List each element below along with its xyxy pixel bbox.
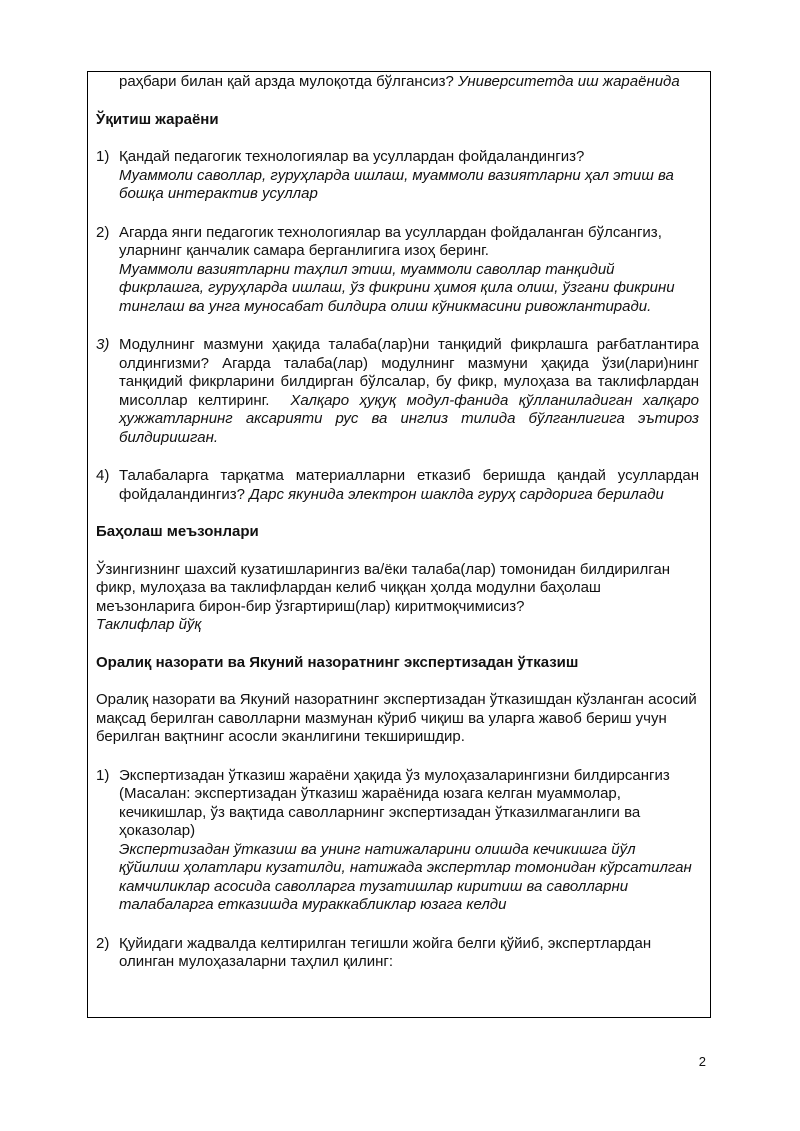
assessment-text: Ўзингизнинг шахсий кузатишларингиз ва/ёки талаба(лар) томонидан билдирилган фикр, мулоҳаза ва таклифлардан келиб чиққан ҳолда модулни баҳолаш меъзонларига бирон-бир ўзгартириш(лар) киритмоқчимисиз? (96, 560, 670, 615)
teaching-item-4 (96, 467, 699, 504)
item-answer: Муаммоли вазиятларни таҳлил этиш, муаммоли саволлар танқидий фикрлашга, гуруҳларда ишлаш, ўз фикрини ҳимоя қила олиш, ўзгани фикрини тинглаш ва унга муносабат билдира олиш кўникмасини ривожлантиради. (119, 260, 675, 315)
assessment-answer: Таклифлар йўқ (96, 616, 202, 633)
expertise-intro: Оралиқ назорати ва Якуний назоратнинг экспертизадан ўтказишдан кўзланган асосий мақсад берилган саволларни мазмунан кўриб чиқиш ва уларга жавоб бериш учун берилган вақтнинг асосли эканлигини текширишдир. (96, 691, 697, 745)
item-question-with-answer (119, 336, 699, 447)
expertise-item-1 (96, 767, 699, 915)
expertise-heading: Оралиқ назорати ва Якуний назоратнинг экспертизадан ўтказиш (96, 653, 579, 671)
item-number: 1) (96, 148, 110, 165)
expertise-item-2 (96, 935, 699, 972)
item-question-with-answer (119, 467, 699, 504)
item-answer: Дарс якунида электрон шаклда гуруҳ сардорига берилади (249, 485, 664, 503)
teaching-item-1 (96, 148, 699, 204)
item-number: 2) (96, 934, 110, 952)
item-question: Агарда янги педагогик технологиялар ва усуллардан фойдаланган бўлсангиз, уларнинг қанчалик самара берганлигига изоҳ беринг. (119, 223, 662, 259)
item-question: Қуйидаги жадвалда келтирилган тегишли жойга белги қўйиб, экспертлардан олинган мулоҳазаларни таҳлил қилинг: (119, 934, 652, 970)
item-number: 2) (96, 223, 110, 241)
item-answer: Экспертизадан ўтказиш ва унинг натижаларини олишда кечикишга йўл қўйилиш ҳолатлари кузатилди, натижада экспертлар томонидан кўрсатилган камчиликлар асосида саволларга тузатишлар киритиш ва саволларни талабаларга етказишда мураккабликлар юзага келди (119, 840, 692, 913)
item-number: 3) (96, 336, 110, 353)
assessment-heading: Баҳолаш меъзонлари (96, 523, 259, 540)
item-question: Қандай педагогик технологиялар ва усуллардан фойдаландингиз? (119, 148, 585, 165)
intro-answer: Университетда иш жараёнида (457, 73, 680, 90)
item-number: 1) (96, 766, 110, 784)
item-answer: Муаммоли саволлар, гуруҳларда ишлаш, муаммоли вазиятларни ҳал этиш ва бошқа интерактив усуллар (119, 166, 674, 202)
item-answer: Халқаро ҳуқуқ модул-фанида қўлланиладиган халқаро ҳужжатларнинг аксарияти рус ва инглиз тилида бўлганлигига эътироз билдиришган. (119, 391, 700, 446)
teaching-item-2 (96, 224, 699, 317)
intro-text: раҳбари билан қай арзда мулоқотда бўлгансиз? (119, 73, 454, 90)
page-number: 2 (698, 1054, 706, 1069)
teaching-heading: Ўқитиш жараёни (96, 110, 219, 128)
document-body (96, 73, 699, 972)
item-question: Модулнинг мазмуни ҳақида талаба(лар)ни танқидий фикрлашга рағбатлантира олдингизми? Агарда талаба(лар) модулнинг мазмуни ҳақида ўзи(лари)нинг танқидий фикрларини билдирган бўлсалар, бу фикр, мулоҳаза ва таклифлардан мисоллар келтиринг. (119, 336, 699, 409)
item-question: Талабаларга тарқатма материалларни етказиб беришда қандай усуллардан фойдаландингиз? (119, 467, 699, 503)
teaching-item-3 (96, 336, 699, 447)
item-question: Экспертизадан ўтказиш жараёни ҳақида ўз мулоҳазаларингизни билдирсангиз (Масалан: экспертизадан ўтказиш жараёнида юзага келган муаммолар, кечикишлар, ўз вақтида саволларнинг экспертизадан ўтказилмаганлиги ва ҳоказолар) (119, 766, 670, 839)
item-number: 4) (96, 467, 110, 484)
intro-paragraph (96, 73, 699, 92)
